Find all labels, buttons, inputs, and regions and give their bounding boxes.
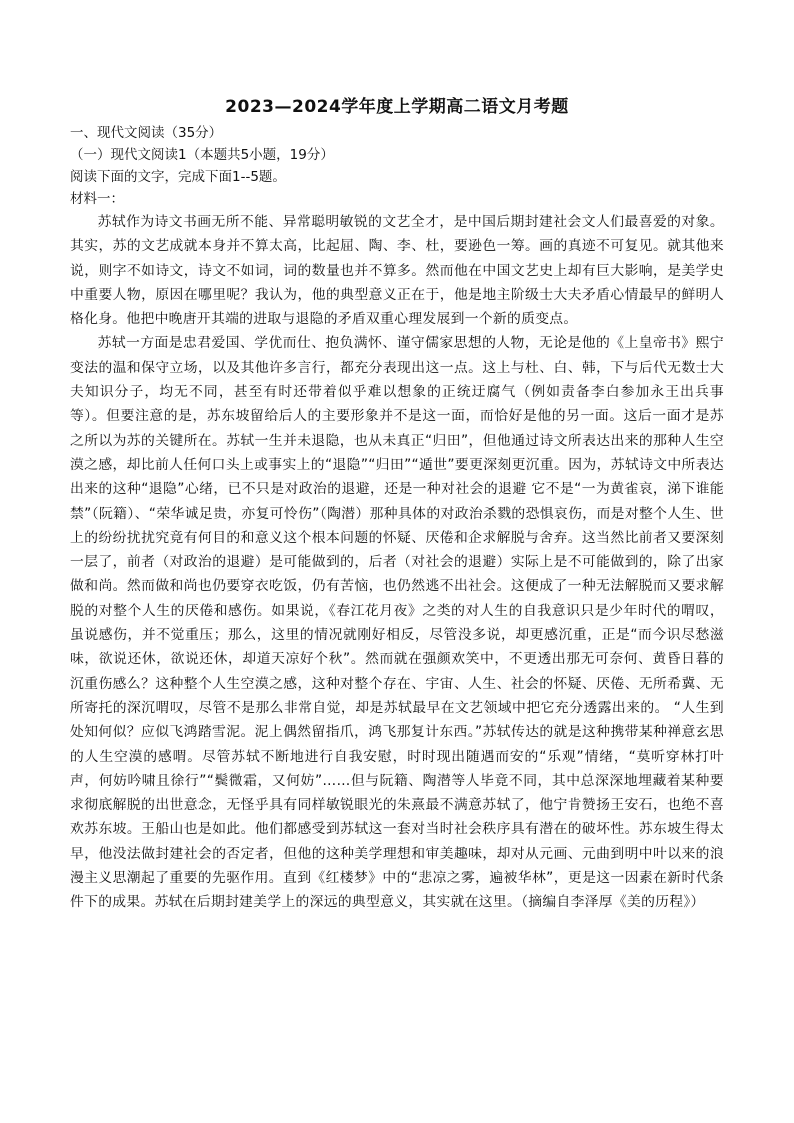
exam-title: 2023—2024学年度上学期高二语文月考题 — [225, 97, 569, 117]
paragraph-2: 苏轼一方面是忠君爱国、学优而仕、抱负满怀、谨守儒家思想的人物，无论是他的《上皇帝书》熙宁变法的温和保守立场，以及其他许多言行，都充分表现出这一点。这上与杜、白、韩，下与后代无数士大夫知识分子，均无不同，甚至有时还带着似乎难以想象的正统迂腐气（例如责备李白参加永王出兵事等）。但要注意的是，苏东坡留给后人的主要形象并不是这一面，而恰好是他的另一面。这后一面才是苏之所以为苏的关键所在。苏轼一生并未退隐，也从未真正“归田”，但他通过诗文所表达出来的那种人生空漠之感，却比前人任何口头上或事实上的“退隐”“归田”“遁世”要更深刻更沉重。因为，苏轼诗文中所表达出来的这种“退隐”心绪，已不只是对政治的退避，还是一种对社会的退避 它不是“一为黄雀哀，涕下谁能禁”（阮籍）、“荣华诚足贵，亦复可怜伤”（陶潜）那种具体的对政治杀戮的恐惧哀伤，而是对整个人生、世上的纷纷扰扰究竟有何目的和意义这个根本问题的怀疑、厌倦和企求解脱与舍弃。这当然比前者又要深刻一层了，前者（对政治的退避）是可能做到的，后者（对社会的退避）实际上是不可能做到的，除了出家做和尚。然而做和尚也仍要穿衣吃饭，仍有苦恼，也仍然逃不出社会。这便成了一种无法解脱而又要求解脱的对整个人生的厌倦和感伤。如果说，《春江花月夜》之类的对人生的自我意识只是少年时代的喟叹，虽说感伤，并不觉重压；那么，这里的情况就刚好相反，尽管没多说，却更感沉重，正是“而今识尽愁滋味，欲说还休，欲说还休，却道天凉好个秋”。然而就在强颜欢笑中，不更透出那无可奈何、黄昏日暮的沉重伤感么？这种整个人生空漠之感，这种对整个存在、宇宙、人生、社会的怀疑、厌倦、无所希冀、无所寄托的深沉喟叹，尽管不是那么非常自觉，却是苏轼最早在文艺领域中把它充分透露出来的。 “人生到处知何似？应似飞鸿踏雪泥。泥上偶然留指爪，鸿飞那复计东西。”苏轼传达的就是这种携带某种禅意玄思的人生空漠的感喟。尽管苏轼不断地进行自我安慰，时时现出随遇而安的“乐观”情绪，“莫听穿林打叶声，何妨吟啸且徐行”“鬓微霜，又何妨”……但与阮籍、陶潜等人毕竟不同，其中总深深地埋藏着某种要求彻底解脱的出世意念，无怪乎具有同样敏锐眼光的朱熹最不满意苏轼了，他宁肯赞扬王安石，也绝不喜欢苏东坡。王船山也是如此。他们都感受到苏轼这一套对当时社会秩序具有潜在的破坏性。苏东坡生得太早，他没法做封建社会的否定者，但他的这种美学理想和审美趣味，却对从元画、元曲到明中叶以来的浪漫主义思潮起了重要的先驱作用。直到《红楼梦》中的“悲凉之雾，遍被华林”，更是这一因素在新时代条件下的成果。苏轼在后期封建美学上的深远的典型意义，其实就在这里。（摘编自李泽厚《美的历程》） — [70, 335, 724, 911]
reading-instruction: 阅读下面的文字，完成下面1--5题。 — [70, 169, 286, 185]
section-heading: 一、现代文阅读（35分） — [70, 125, 223, 141]
material-label: 材料一： — [70, 191, 124, 207]
paragraph-1: 苏轼作为诗文书画无所不能、异常聪明敏锐的文艺全才，是中国后期封建社会文人们最喜爱的对象。其实，苏的文艺成就本身并不算太高，比起屈、陶、李、杜，要逊色一筹。画的真迹不可复见。就其他来说，则字不如诗文，诗文不如词，词的数量也并不算多。然而他在中国文艺史上却有巨大影响，是美学史中重要人物，原因在哪里呢？我认为，他的典型意义正在于，他是地主阶级士大夫矛盾心情最早的鲜明人格化身。他把中晚唐开其端的进取与退隐的矛盾双重心理发展到一个新的质变点。 — [70, 214, 724, 328]
subsection-heading: （一）现代文阅读1（本题共5小题，19分） — [70, 147, 334, 163]
